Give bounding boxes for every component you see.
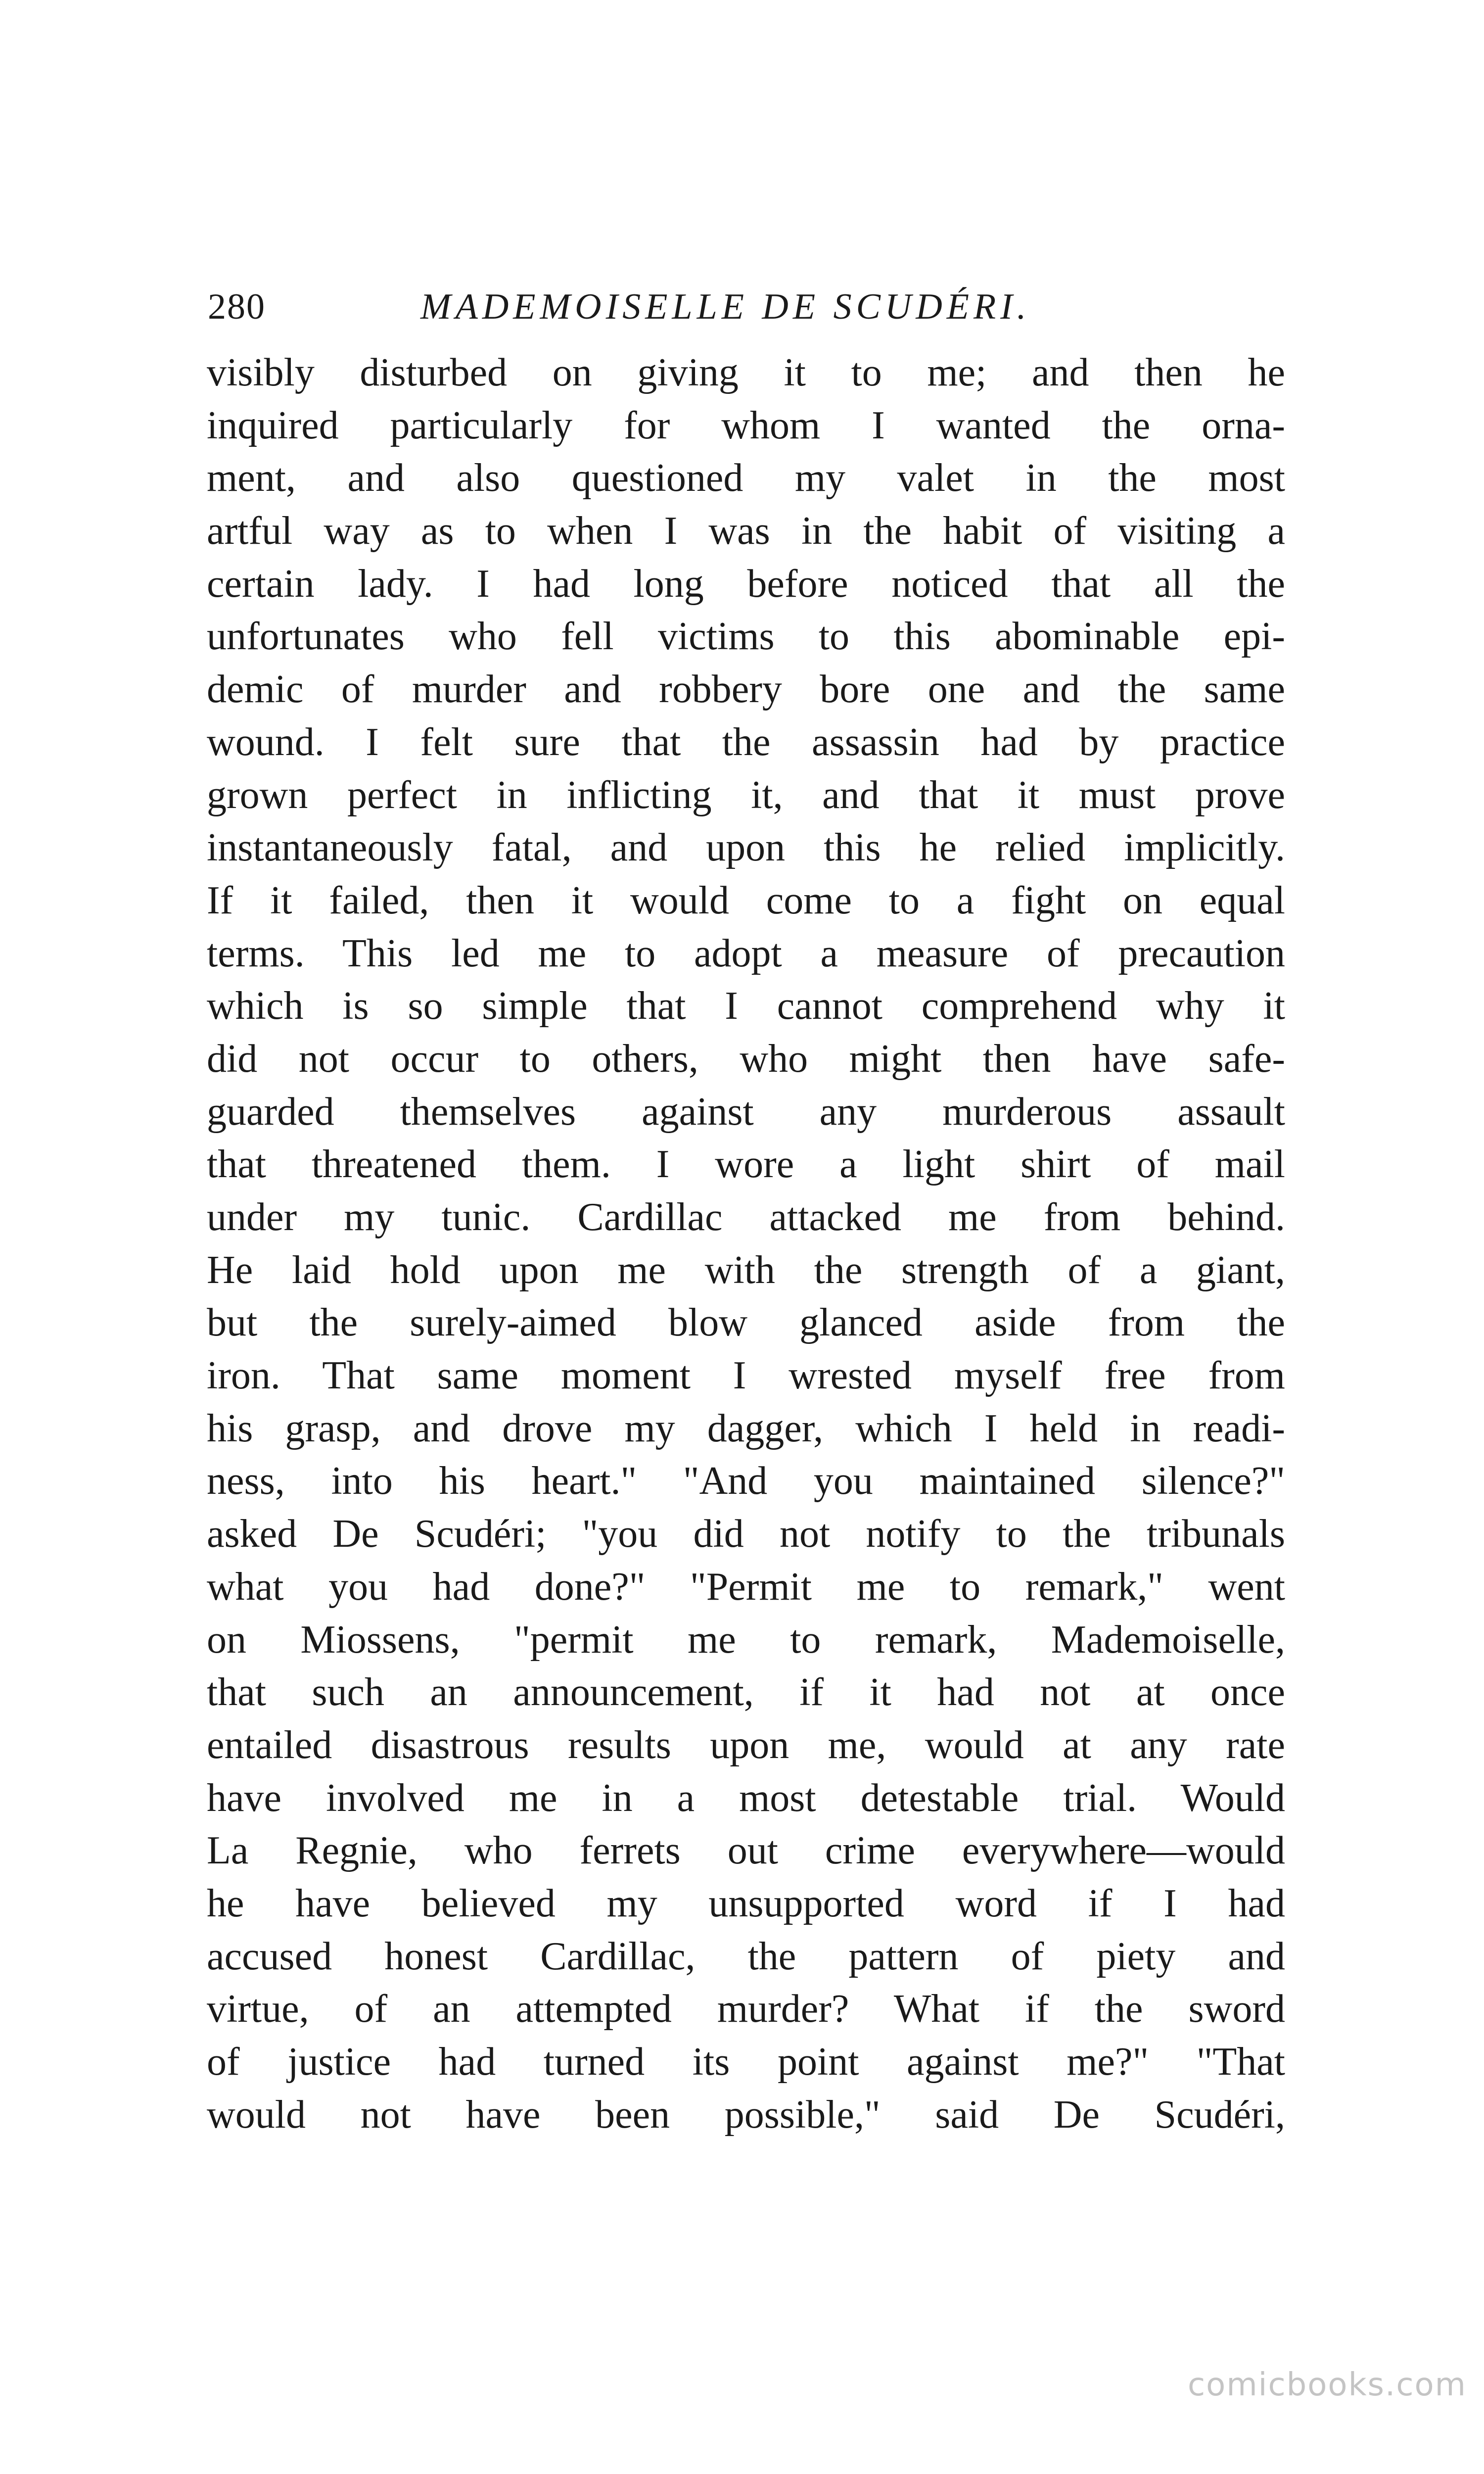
- text-line: artful way as to when I was in the habit of visiting a: [207, 509, 1285, 553]
- text-line: which is so simple that I cannot comprehend why it: [207, 984, 1285, 1028]
- text-line: would not have been possible," said De Scudéri,: [207, 2093, 1285, 2137]
- text-line: ment, and also questioned my valet in the most: [207, 456, 1285, 500]
- text-line: unfortunates who fell victims to this abominable epi-: [207, 615, 1285, 659]
- text-line: that threatened them. I wore a light shirt of mail: [207, 1142, 1285, 1187]
- text-line: grown perfect in inflicting it, and that it must prove: [207, 773, 1285, 817]
- text-line: inquired particularly for whom I wanted the orna-: [207, 403, 1285, 447]
- text-line: visibly disturbed on giving it to me; and then he: [207, 351, 1285, 394]
- text-line: have involved me in a most detestable trial. Would: [207, 1776, 1285, 1820]
- text-line: iron. That same moment I wrested myself free from: [207, 1354, 1285, 1398]
- text-line: wound. I felt sure that the assassin had by practice: [207, 720, 1285, 764]
- text-line: entailed disastrous results upon me, would at any rate: [207, 1723, 1285, 1767]
- text-line: If it failed, then it would come to a fight on equal: [207, 878, 1285, 922]
- text-line: of justice had turned its point against me?" "That: [207, 2040, 1285, 2084]
- text-line: he have believed my unsupported word if I had: [207, 1881, 1285, 1925]
- page-number: 280: [208, 286, 266, 327]
- text-line: guarded themselves against any murderous assault: [207, 1090, 1285, 1134]
- text-line: terms. This led me to adopt a measure of precaution: [207, 931, 1285, 975]
- watermark: comicbooks.com: [1187, 2367, 1467, 2403]
- text-line: but the surely-aimed blow glanced aside from the: [207, 1301, 1285, 1345]
- text-line: his grasp, and drove my dagger, which I held in readi-: [207, 1406, 1285, 1450]
- text-line: demic of murder and robbery bore one and the same: [207, 667, 1285, 712]
- text-line: ness, into his heart." "And you maintained silence?": [207, 1459, 1285, 1503]
- text-line: asked De Scudéri; "you did not notify to the tribunals: [207, 1512, 1285, 1556]
- body-text: [207, 346, 1285, 2141]
- text-line: virtue, of an attempted murder? What if the sword: [207, 1987, 1285, 2031]
- text-line: La Regnie, who ferrets out crime everywhere—would: [207, 1829, 1285, 1873]
- text-line: instantaneously fatal, and upon this he relied implicitly.: [207, 826, 1285, 870]
- text-line: accused honest Cardillac, the pattern of piety and: [207, 1934, 1285, 1978]
- running-head: [208, 277, 1296, 336]
- text-line: He laid hold upon me with the strength of a giant,: [207, 1248, 1285, 1292]
- text-line: did not occur to others, who might then have safe-: [207, 1037, 1285, 1081]
- text-line: that such an announcement, if it had not at once: [207, 1670, 1285, 1714]
- running-title: MADEMOISELLE DE SCUDÉRI.: [420, 286, 1031, 327]
- text-line: under my tunic. Cardillac attacked me from behind.: [207, 1195, 1285, 1239]
- text-line: certain lady. I had long before noticed that all the: [207, 562, 1285, 606]
- text-line: on Miossens, "permit me to remark, Mademoiselle,: [207, 1618, 1285, 1662]
- text-line: what you had done?" "Permit me to remark," went: [207, 1565, 1285, 1609]
